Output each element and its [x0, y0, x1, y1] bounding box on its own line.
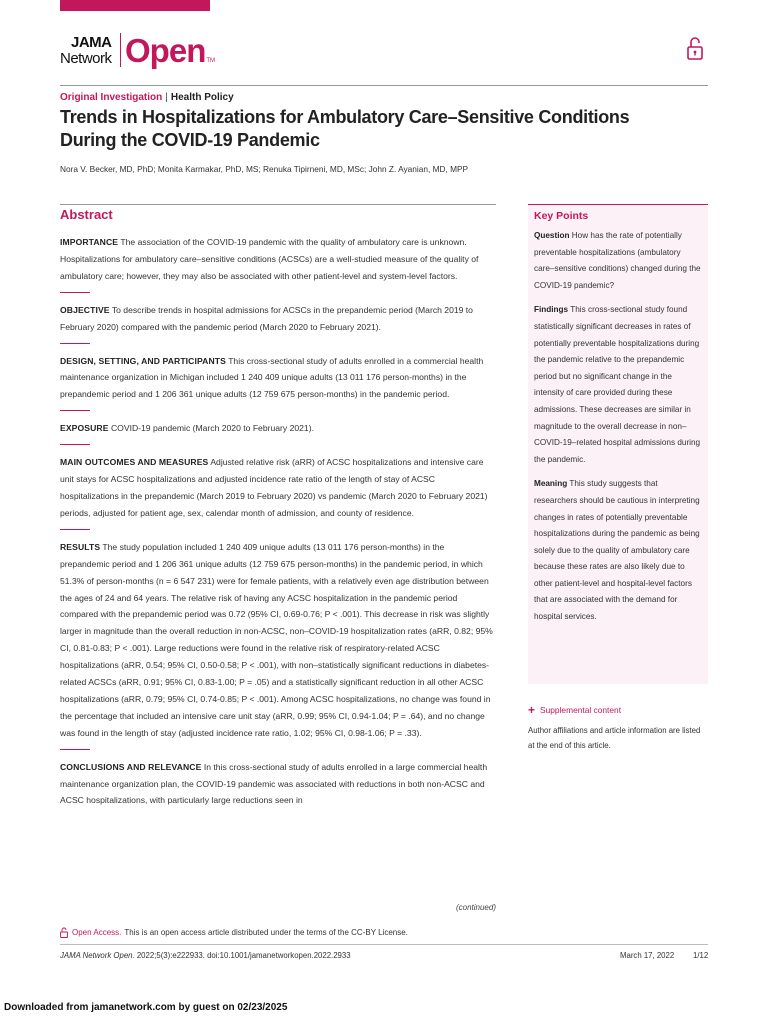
- section-divider: [60, 444, 90, 445]
- key-point-text: This cross-sectional study found statistically significant decreases in rates of potentially preventable hospitalizations during the pandemic relative to the prepandemic period but no significant change in the intensity of care provided during these admissions. These decreases are similar in magnitude to the overall decrease in non–COVID-19–related hospital admissions during the pandemic.: [534, 305, 701, 464]
- abstract-section: [60, 353, 496, 404]
- abstract-section: [60, 759, 496, 810]
- section-divider: [60, 410, 90, 411]
- section-text: In this cross-sectional study of adults enrolled in a large commercial health maintenance organization plan, the COVID-19 pandemic was associated with reductions in both non-ACSC and ACSC hospitalizations, with particularly large reductions seen in: [60, 761, 488, 806]
- category-separator: |: [165, 92, 168, 103]
- subcategory-label[interactable]: Health Policy: [170, 92, 234, 103]
- open-access-text: This is an open access article distributed under the terms of the CC-BY License.: [124, 928, 408, 937]
- article-title: Trends in Hospitalizations for Ambulatory Care–Sensitive Conditions During the COVID-19 Pandemic: [60, 107, 630, 150]
- key-point-label: Question: [534, 231, 570, 240]
- continued-note: (continued): [455, 903, 496, 912]
- key-point-findings: [534, 302, 702, 468]
- article-category: [60, 92, 234, 104]
- footer-date: March 17, 2022: [620, 951, 675, 960]
- open-access-lock-icon: [60, 927, 68, 938]
- key-point-text: This study suggests that researchers should be cautious in interpreting changes in rates of potentially preventable hospitalizations during the pandemic as being solely due to the quality of ambulatory care because these rates are also likely due to other patient-level and hospital-level factors that are associated with the demand for hospital services.: [534, 479, 700, 622]
- logo-jama: JAMA: [71, 33, 112, 51]
- author-list: Nora V. Becker, MD, PhD; Monita Karmakar, PhD, MS; Renuka Tipirneni, MD, MSc; John Z. Ayanian, MD, MPP: [60, 164, 469, 174]
- abstract-body: [60, 234, 496, 809]
- open-access-notice: [60, 927, 408, 938]
- footer-journal: JAMA Network Open.: [60, 951, 135, 960]
- section-text: This cross-sectional study of adults enrolled in a commercial health maintenance organization in Michigan included 1 240 409 unique adults (13 011 176 person-months) in the prepandemic period and 1 206 361 unique adults (12 759 675 person-months) in the pandemic period.: [60, 355, 484, 400]
- section-text: Adjusted relative risk (aRR) of ACSC hospitalizations and intensive care unit stays for ACSC hospitalizations and adjusted incidence rate ratio of the length of stay of ACSC hospitalizations in the prepandemic (March 2019 to February 2020) vs pandemic (March 2020 to February 2021) periods, adjusted for patient age, sex, calendar month of admission, and county of residence.: [60, 457, 488, 518]
- logo-open: Open: [125, 31, 206, 69]
- footer-citation: [60, 951, 351, 960]
- abstract-section: [60, 234, 496, 285]
- section-text: The study population included 1 240 409 unique adults (13 011 176 person-months) in the prepandemic period and 1 206 361 unique adults (12 759 675 person-months) in the pandemic period, in which 51.3% of person-months (n = 6 547 231) were for female patients, with a relatively even age distribution between the ages of 24 and 64 years. The relative risk of having any ACSC hospitalization in the pandemic period compared with the prepandemic period was 0.72 (95% CI, 0.69-0.76; P < .001). This decrease in risk was slightly larger in magnitude than the overall reduction in non-ACSC, non–COVID-19 hospitalization rates (aRR, 0.82; 95% CI, 0.81-0.83; P < .001). Large reductions were found in the relative risk of respiratory-related ACSC hospitalizations (aRR, 0.54; 95% CI, 0.50-0.58; P < .001), with non–statistically significant reductions in diabetes-related ACSCs (aRR, 0.91; 95% CI, 0.83-1.00; P = .05) and a statistically significant reduction in all other ACSC hospitalizations (aRR, 0.79; 95% CI, 0.74-0.85; P < .001). Among ACSC hospitalizations, no change was found in the percentage that included an intensive care unit stay (aRR, 0.99; 95% CI, 0.94-1.04; P = .64), and no change was found in the length of stay (adjusted incidence rate ratio, 1.02; 95% CI, 0.98-1.06; P = .33).: [60, 541, 493, 738]
- footer-page-number: 1/12: [693, 951, 709, 960]
- section-text: To describe trends in hospital admissions for ACSCs in the prepandemic period (March 2019 to February 2020) compared with the pandemic period (March 2020 to February 2021).: [60, 304, 473, 332]
- section-divider: [60, 749, 90, 750]
- abstract-section: [60, 302, 496, 336]
- header-divider: [60, 85, 708, 86]
- footer-doi[interactable]: 2022;5(3):e222933. doi:10.1001/jamanetworkopen.2022.2933: [136, 951, 351, 960]
- key-point-text: How has the rate of potentially preventable hospitalizations (ambulatory care–sensitive conditions) changed during the COVID-19 pandemic?: [534, 231, 701, 290]
- section-divider: [60, 529, 90, 530]
- section-text: COVID-19 pandemic (March 2020 to February 2021).: [110, 423, 314, 434]
- open-access-lock-icon: [687, 36, 703, 60]
- footer-divider: [60, 944, 708, 945]
- category-label[interactable]: Original Investigation: [60, 92, 163, 103]
- abstract-heading: Abstract: [60, 207, 113, 222]
- section-label: DESIGN, SETTING, AND PARTICIPANTS: [60, 355, 226, 366]
- logo-divider: [120, 33, 122, 67]
- section-label: IMPORTANCE: [60, 237, 119, 247]
- download-note: Downloaded from jamanetwork.com by guest on 02/23/2025: [4, 1002, 288, 1013]
- key-points-heading: Key Points: [534, 210, 589, 222]
- top-accent-bar: [60, 0, 210, 11]
- key-point-meaning: [534, 476, 702, 625]
- section-label: MAIN OUTCOMES AND MEASURES: [60, 457, 209, 468]
- section-label: CONCLUSIONS AND RELEVANCE: [60, 761, 202, 772]
- section-label: EXPOSURE: [60, 423, 109, 434]
- open-access-link[interactable]: Open Access.: [72, 928, 122, 937]
- logo-wordmark-left: [60, 35, 112, 66]
- abstract-section: [60, 454, 496, 522]
- abstract-section: [60, 539, 496, 742]
- key-points-body: [534, 228, 702, 634]
- logo-trademark: TM: [206, 58, 216, 64]
- key-point-label: Findings: [534, 305, 569, 315]
- abstract-section: [60, 420, 496, 437]
- section-text: The association of the COVID-19 pandemic with the quality of ambulatory care is unknown. Hospitalizations for ambulatory care–sensitive conditions (ACSCs) are a well-studied measure of the quality of ambulatory care; however, they may also be associated with other patient-level and system-level factors.: [60, 237, 479, 281]
- section-label: OBJECTIVE: [60, 304, 110, 315]
- jama-network-open-logo[interactable]: [60, 30, 215, 70]
- key-point-question: [534, 228, 702, 294]
- abstract-divider: [60, 204, 496, 205]
- section-label: RESULTS: [60, 541, 101, 552]
- supplemental-content-link[interactable]: [528, 704, 621, 716]
- affiliations-note: Author affiliations and article information are listed at the end of this article.: [528, 726, 701, 750]
- plus-icon: +: [528, 703, 536, 717]
- key-point-label: Meaning: [534, 479, 568, 489]
- section-divider: [60, 292, 90, 293]
- supplemental-label: Supplemental content: [540, 705, 622, 715]
- section-divider: [60, 343, 90, 344]
- logo-network: Network: [60, 49, 112, 67]
